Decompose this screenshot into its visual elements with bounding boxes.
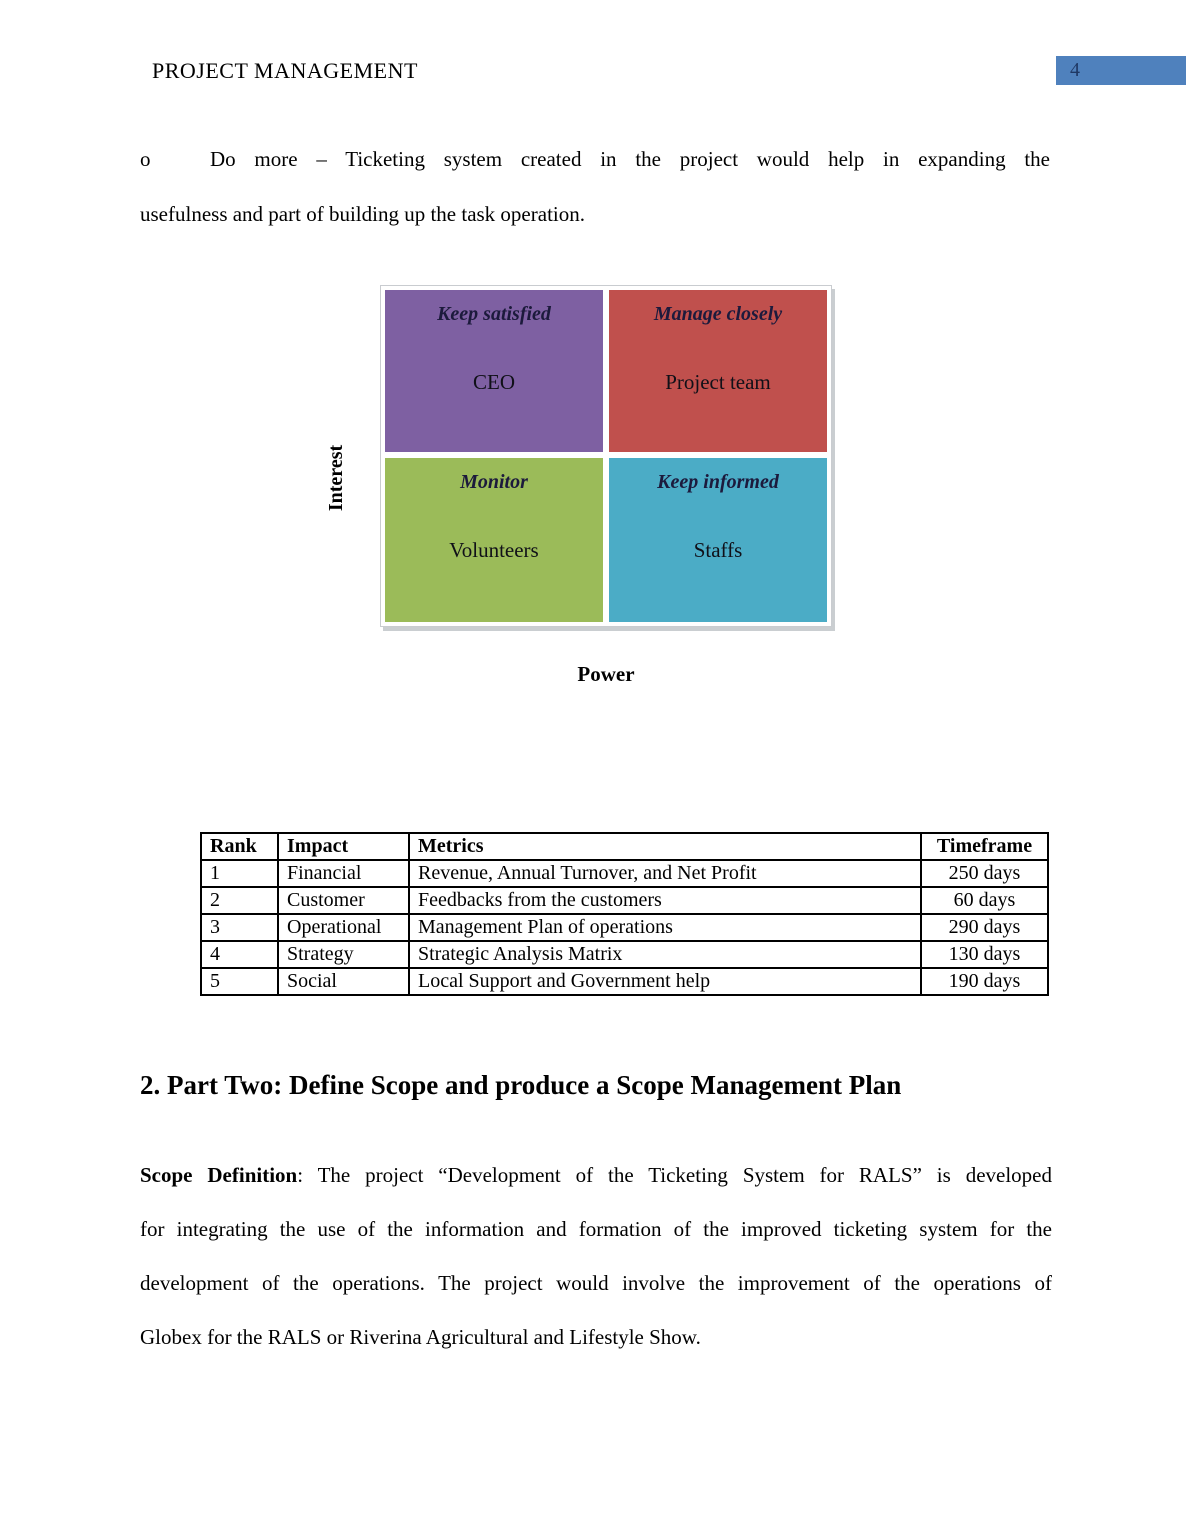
cell-timeframe: 250 days <box>921 860 1048 887</box>
col-header-rank: Rank <box>201 833 278 860</box>
cell-metrics: Feedbacks from the customers <box>409 887 921 914</box>
scope-line-1 <box>140 1148 1052 1202</box>
cell-metrics: Local Support and Government help <box>409 968 921 995</box>
matrix-quadrant-keep-satisfied <box>385 290 603 452</box>
quadrant-stakeholder: Project team <box>665 370 771 394</box>
cell-timeframe: 190 days <box>921 968 1048 995</box>
cell-metrics: Revenue, Annual Turnover, and Net Profit <box>409 860 921 887</box>
quadrant-stakeholder: Volunteers <box>449 538 539 562</box>
metrics-table <box>200 832 1049 996</box>
cell-impact: Customer <box>278 887 409 914</box>
bullet-paragraph <box>140 132 1050 242</box>
cell-impact: Social <box>278 968 409 995</box>
quadrant-title: Keep informed <box>657 471 779 493</box>
scope-line-1-text: : The project “Development of the Ticketing System for RALS” is developed <box>297 1163 1052 1187</box>
cell-timeframe: 290 days <box>921 914 1048 941</box>
scope-definition-paragraph <box>140 1148 1052 1364</box>
bullet-marker: o <box>140 147 151 171</box>
page-number: 4 <box>1070 59 1080 81</box>
scope-line-3: development of the operations. The project would involve the improvement of the operations of <box>140 1271 1052 1295</box>
col-header-metrics: Metrics <box>409 833 921 860</box>
table-header-row <box>201 833 1048 860</box>
scope-definition-label: Scope Definition <box>140 1163 298 1187</box>
quadrant-title: Keep satisfied <box>437 303 551 325</box>
matrix-y-axis-label: Interest <box>325 444 347 512</box>
col-header-impact: Impact <box>278 833 409 860</box>
cell-rank: 1 <box>201 860 278 887</box>
cell-rank: 4 <box>201 941 278 968</box>
cell-metrics: Management Plan of operations <box>409 914 921 941</box>
section-heading: 2. Part Two: Define Scope and produce a Scope Management Plan <box>140 1070 902 1100</box>
cell-rank: 5 <box>201 968 278 995</box>
cell-metrics: Strategic Analysis Matrix <box>409 941 921 968</box>
cell-rank: 2 <box>201 887 278 914</box>
matrix-quadrant-manage-closely <box>609 290 827 452</box>
cell-timeframe: 130 days <box>921 941 1048 968</box>
bullet-line-1 <box>140 132 1050 187</box>
matrix-quadrant-keep-informed <box>609 458 827 622</box>
scope-line-2: for integrating the use of the information and formation of the improved ticketing system for the <box>140 1217 1052 1241</box>
matrix-grid <box>385 290 827 622</box>
page-number-badge <box>1056 56 1186 85</box>
running-header-title: PROJECT MANAGEMENT <box>152 58 418 83</box>
cell-timeframe: 60 days <box>921 887 1048 914</box>
quadrant-title: Manage closely <box>653 303 783 325</box>
bullet-text-line-1: Do more – Ticketing system created in the project would help in expanding the <box>210 147 1050 171</box>
col-header-timeframe: Timeframe <box>921 833 1048 860</box>
scope-line-4: Globex for the RALS or Riverina Agricultural and Lifestyle Show. <box>140 1325 701 1349</box>
cell-impact: Financial <box>278 860 409 887</box>
table-row <box>201 968 1048 995</box>
quadrant-stakeholder: Staffs <box>693 538 743 562</box>
cell-rank: 3 <box>201 914 278 941</box>
stakeholder-matrix <box>380 285 832 627</box>
table-row <box>201 914 1048 941</box>
bullet-line-2: usefulness and part of building up the task operation. <box>140 202 585 226</box>
quadrant-title: Monitor <box>460 471 528 493</box>
cell-impact: Operational <box>278 914 409 941</box>
table-row <box>201 887 1048 914</box>
cell-impact: Strategy <box>278 941 409 968</box>
matrix-quadrant-monitor <box>385 458 603 622</box>
matrix-x-axis-label: Power <box>577 662 635 686</box>
table-row <box>201 941 1048 968</box>
quadrant-stakeholder: CEO <box>473 370 515 394</box>
table-row <box>201 860 1048 887</box>
